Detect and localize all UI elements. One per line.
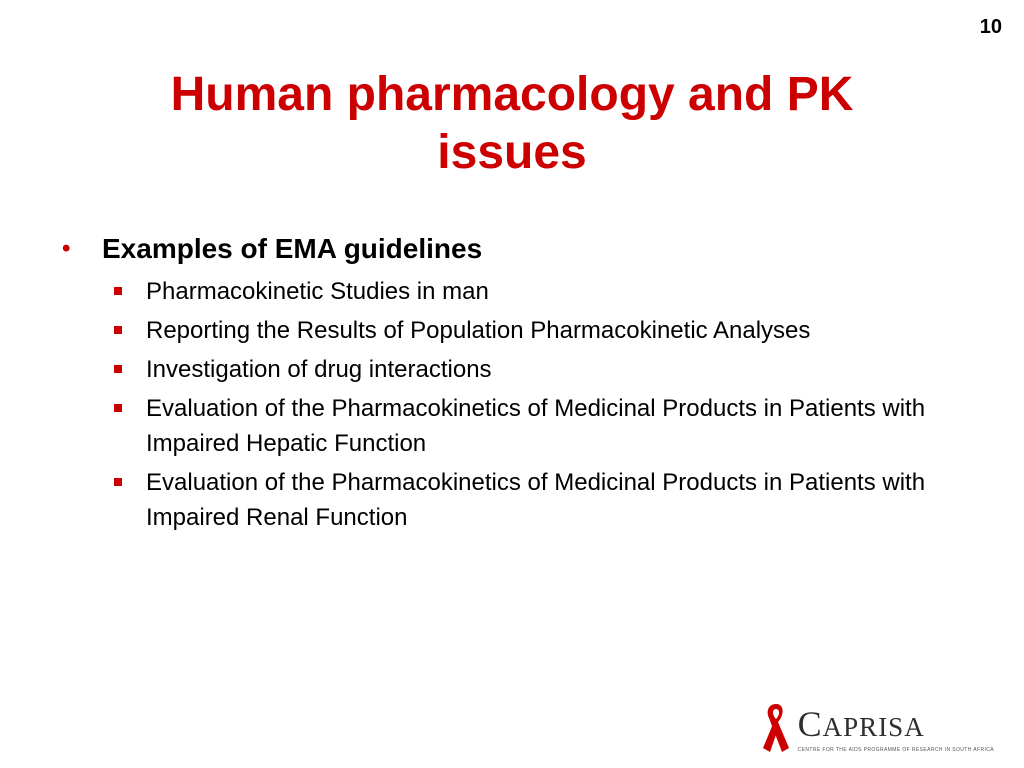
square-bullet-icon (114, 287, 122, 295)
logo-initial: C (797, 704, 823, 744)
caprisa-logo (760, 702, 994, 756)
bullet-dot-icon: • (62, 235, 71, 262)
list-item-text: Evaluation of the Pharmacokinetics of Medicinal Products in Patients with Impaired Renal Function (146, 469, 926, 531)
list-item-text: Investigation of drug interactions (146, 356, 492, 383)
logo-name (798, 705, 994, 746)
title-line-1: Human pharmacology and PK (170, 68, 854, 121)
logo-rest: APRISA (822, 712, 925, 742)
list-item (114, 391, 960, 461)
list-item (114, 352, 960, 387)
list-item (114, 465, 960, 535)
logo-tagline: CENTRE FOR THE AIDS PROGRAMME OF RESEARCH IN SOUTH AFRICA (797, 747, 994, 753)
slide-content (60, 230, 960, 539)
logo-wordmark (798, 705, 994, 753)
square-bullet-icon (114, 326, 122, 334)
bullet-heading-text: Examples of EMA guidelines (102, 233, 483, 264)
red-ribbon-icon (760, 702, 792, 756)
square-bullet-icon (114, 365, 122, 373)
square-bullet-icon (114, 404, 122, 412)
square-bullet-icon (114, 478, 122, 486)
title-line-2: issues (437, 126, 587, 179)
list-item-text: Evaluation of the Pharmacokinetics of Medicinal Products in Patients with Impaired Hepatic Function (146, 395, 926, 457)
slide-number: 10 (979, 16, 1002, 38)
bullet-heading (60, 230, 960, 268)
list-item-text: Pharmacokinetic Studies in man (146, 278, 489, 305)
guideline-list (60, 274, 960, 535)
list-item (114, 274, 960, 309)
list-item-text: Reporting the Results of Population Pharmacokinetic Analyses (146, 317, 811, 344)
list-item (114, 313, 960, 348)
slide-title (0, 66, 1024, 182)
